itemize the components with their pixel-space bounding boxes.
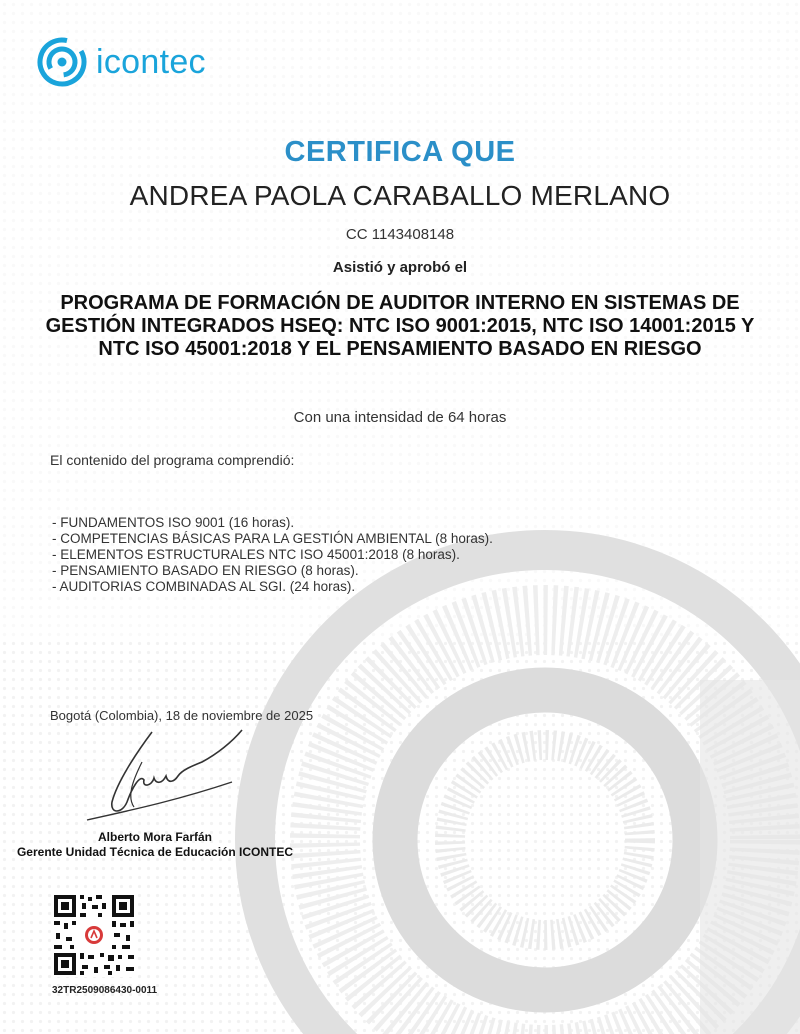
topic-item: - COMPETENCIAS BÁSICAS PARA LA GESTIÓN AMBIENTAL (8 horas). — [52, 531, 493, 546]
topic-item: - AUDITORIAS COMBINADAS AL SGI. (24 horas). — [52, 579, 356, 594]
icontec-logo — [36, 36, 206, 88]
place-date: Bogotá (Colombia), 18 de noviembre de 2025 — [50, 708, 314, 723]
intensity-text: Con una intensidad de 64 horas — [293, 409, 507, 426]
program-title-line: GESTIÓN INTEGRADOS HSEQ: NTC ISO 9001:2015, NTC ISO 14001:2015 Y — [45, 315, 755, 337]
topics-list — [52, 515, 493, 595]
certifies-heading: CERTIFICA QUE — [284, 136, 516, 168]
program-title-line: NTC ISO 45001:2018 Y EL PENSAMIENTO BASADO EN RIESGO — [98, 338, 702, 360]
content-label: El contenido del programa comprendió: — [50, 452, 295, 468]
topic-item: - PENSAMIENTO BASADO EN RIESGO (8 horas). — [52, 563, 359, 578]
signer-block — [10, 830, 300, 860]
icontec-target-logo-icon — [36, 36, 88, 88]
program-title — [20, 292, 780, 361]
qr-code[interactable] — [52, 893, 136, 977]
signer-title: Gerente Unidad Técnica de Educación ICONTEC — [16, 845, 294, 859]
verification-code: 32TR2509086430-0011 — [52, 985, 158, 996]
topic-item: - FUNDAMENTOS ISO 9001 (16 horas). — [52, 515, 295, 530]
recipient-id: CC 1143408148 — [345, 226, 455, 243]
recipient-name: ANDREA PAOLA CARABALLO MERLANO — [129, 180, 671, 211]
program-title-line: PROGRAMA DE FORMACIÓN DE AUDITOR INTERNO EN SISTEMAS DE — [60, 292, 740, 314]
topic-item: - ELEMENTOS ESTRUCTURALES NTC ISO 45001:2018 (8 horas). — [52, 547, 460, 562]
brand-name: icontec — [96, 42, 206, 81]
attended-label: Asistió y aprobó el — [332, 259, 468, 276]
handwritten-signature — [82, 722, 252, 832]
signer-name: Alberto Mora Farfán — [97, 830, 212, 844]
